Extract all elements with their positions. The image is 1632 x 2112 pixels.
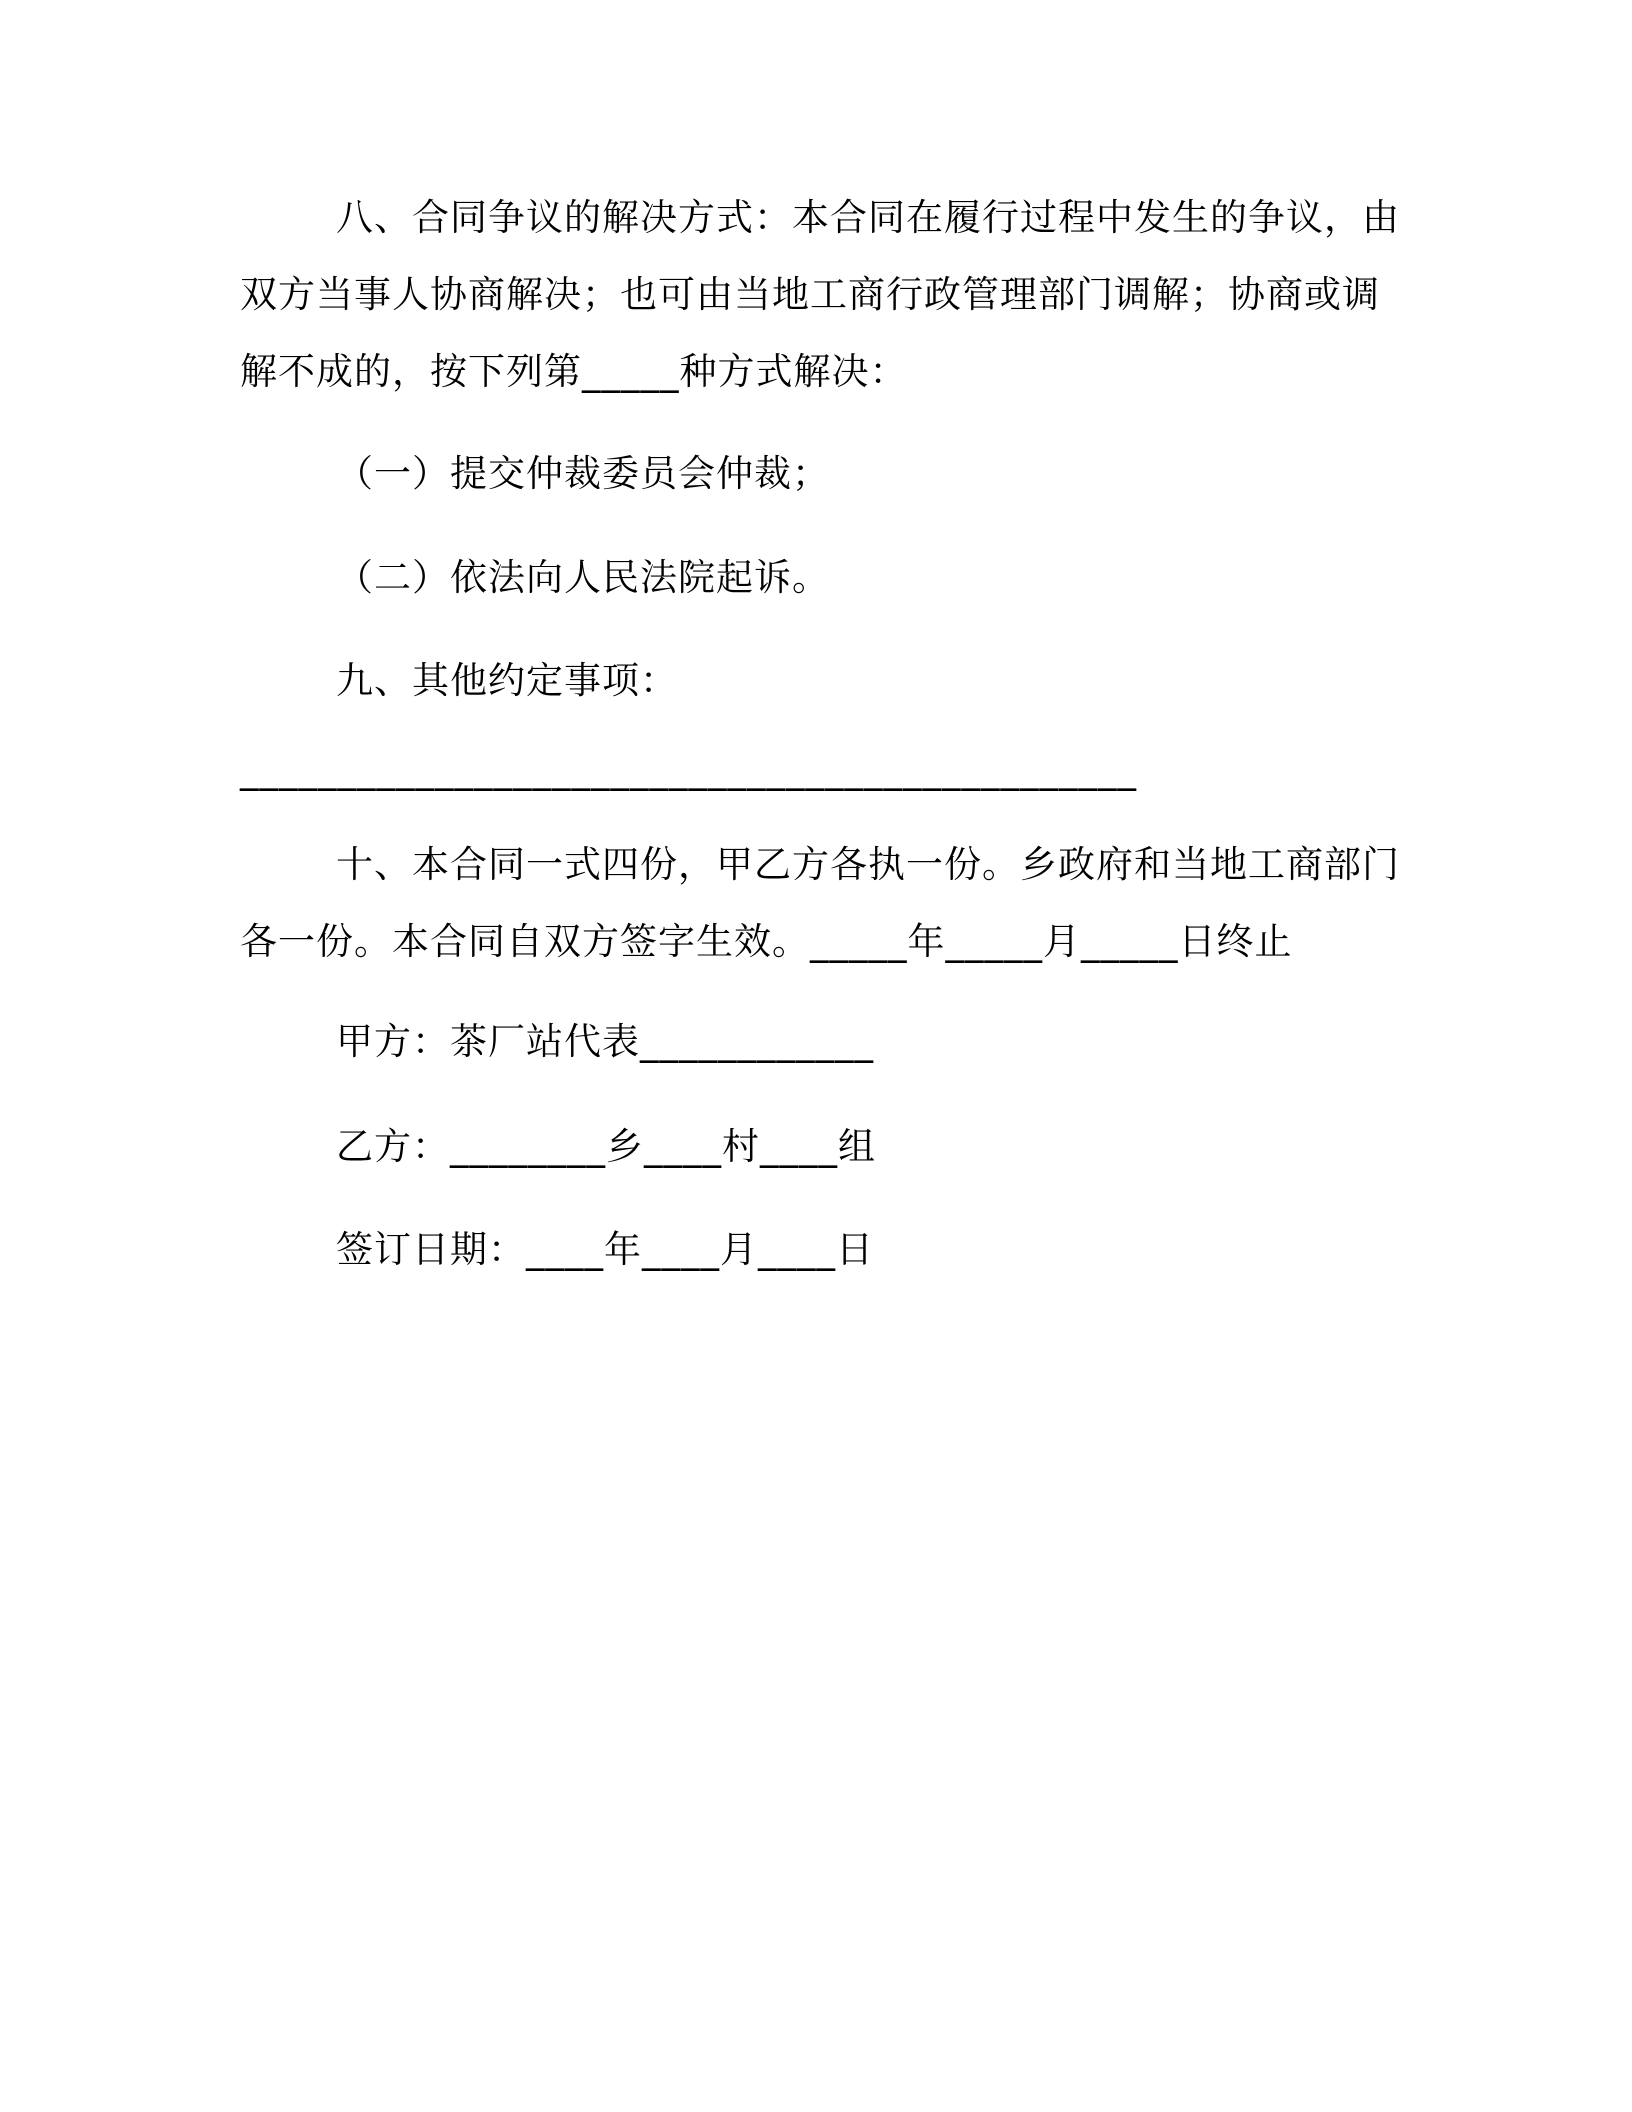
clause-8-line-1: 八、合同争议的解决方式：本合同在履行过程中发生的争议，由	[336, 196, 1400, 239]
clause-8-line-3: 解不成的，按下列第_____种方式解决：	[240, 350, 908, 393]
clause-10-line-2: 各一份。本合同自双方签字生效。_____年_____月_____日终止	[240, 920, 1293, 963]
signing-date: 签订日期：____年____月____日	[336, 1228, 874, 1271]
party-a-signature: 甲方：茶厂站代表____________	[336, 1020, 874, 1063]
clause-8-option-1: （一）提交仲裁委员会仲裁；	[336, 452, 830, 495]
clause-9-heading: 九、其他约定事项：	[336, 659, 678, 702]
clause-8-option-2: （二）依法向人民法院起诉。	[336, 556, 830, 599]
clause-10-line-1: 十、本合同一式四份，甲乙方各执一份。乡政府和当地工商部门	[336, 843, 1400, 886]
clause-9-blank-line: ______________________________________________	[240, 748, 1137, 791]
party-b-signature: 乙方：________乡____村____组	[336, 1125, 876, 1168]
clause-8-line-2: 双方当事人协商解决；也可由当地工商行政管理部门调解；协商或调	[240, 273, 1380, 316]
